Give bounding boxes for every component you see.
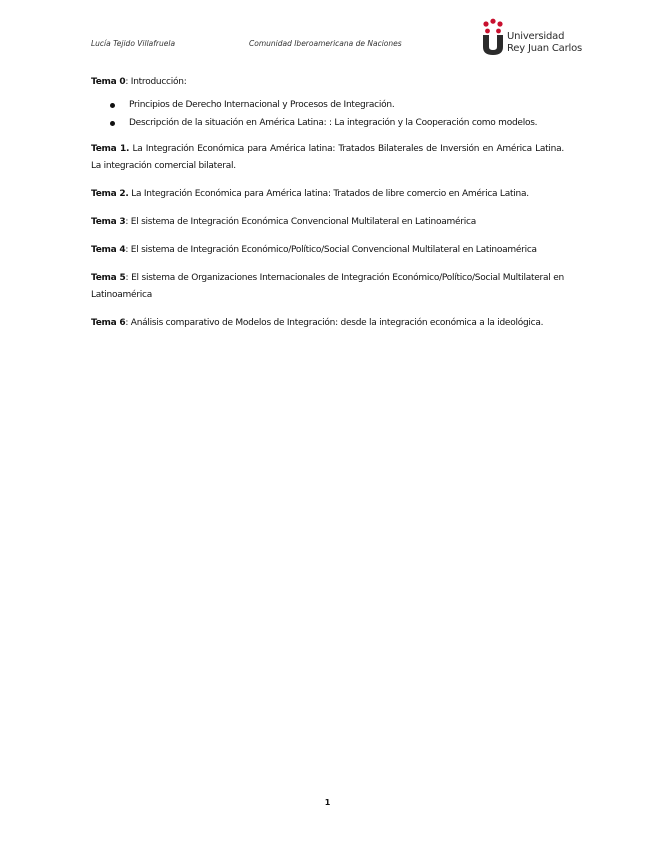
section-label: Tema 0 [91, 77, 126, 87]
logo-line-2: Rey Juan Carlos [507, 42, 583, 54]
logo-line-1: Universidad [507, 31, 565, 42]
section-text: : Introducción: [125, 77, 187, 87]
section-tema-3 [91, 214, 564, 231]
urjc-logo-icon [480, 18, 506, 58]
document-body [91, 74, 564, 343]
logo-wordmark [507, 31, 582, 54]
bullet-icon [110, 121, 115, 126]
section-label: Tema 6 [91, 318, 126, 328]
section-tema-6 [91, 315, 564, 332]
section-label: Tema 1. [91, 144, 130, 154]
page-number: 1 [324, 798, 331, 807]
bullet-icon [110, 103, 115, 108]
list-item: Descripción de la situación en América Latina: : La integración y la Cooperación como modelos. [91, 115, 564, 132]
header-course-title: Comunidad Iberoamericana de Naciones [249, 39, 402, 48]
university-logo [480, 18, 590, 58]
section-label: Tema 3 [91, 217, 126, 227]
section-text: : El sistema de Integración Económico/Político/Social Convencional Multilateral en Latinoamérica [125, 245, 537, 255]
section-text: La Integración Económica para América latina: Tratados Bilaterales de Inversión en América Latina. La integración comercial bilateral. [91, 144, 564, 171]
section-tema-2 [91, 186, 564, 203]
list-item: Principios de Derecho Internacional y Procesos de Integración. [91, 97, 564, 114]
section-label: Tema 4 [91, 245, 126, 255]
section-text: La Integración Económica para América latina: Tratados de libre comercio en América Latina. [128, 189, 529, 199]
section-label: Tema 2. [91, 189, 129, 199]
section-label: Tema 5 [91, 273, 126, 283]
section-text: : Análisis comparativo de Modelos de Integración: desde la integración económica a la ideológica. [125, 318, 544, 328]
tema-0-bullet-list [91, 97, 564, 132]
section-text: : El sistema de Integración Económica Convencional Multilateral en Latinoamérica [125, 217, 476, 227]
section-tema-1 [91, 141, 564, 175]
section-tema-5 [91, 270, 564, 304]
header-author: Lucía Tejido Villafruela [91, 39, 176, 48]
section-tema-4 [91, 242, 564, 259]
section-text: : El sistema de Organizaciones Internacionales de Integración Económico/Político/Social Multilateral en Latinoamérica [91, 273, 564, 300]
section-tema-0 [91, 74, 564, 91]
